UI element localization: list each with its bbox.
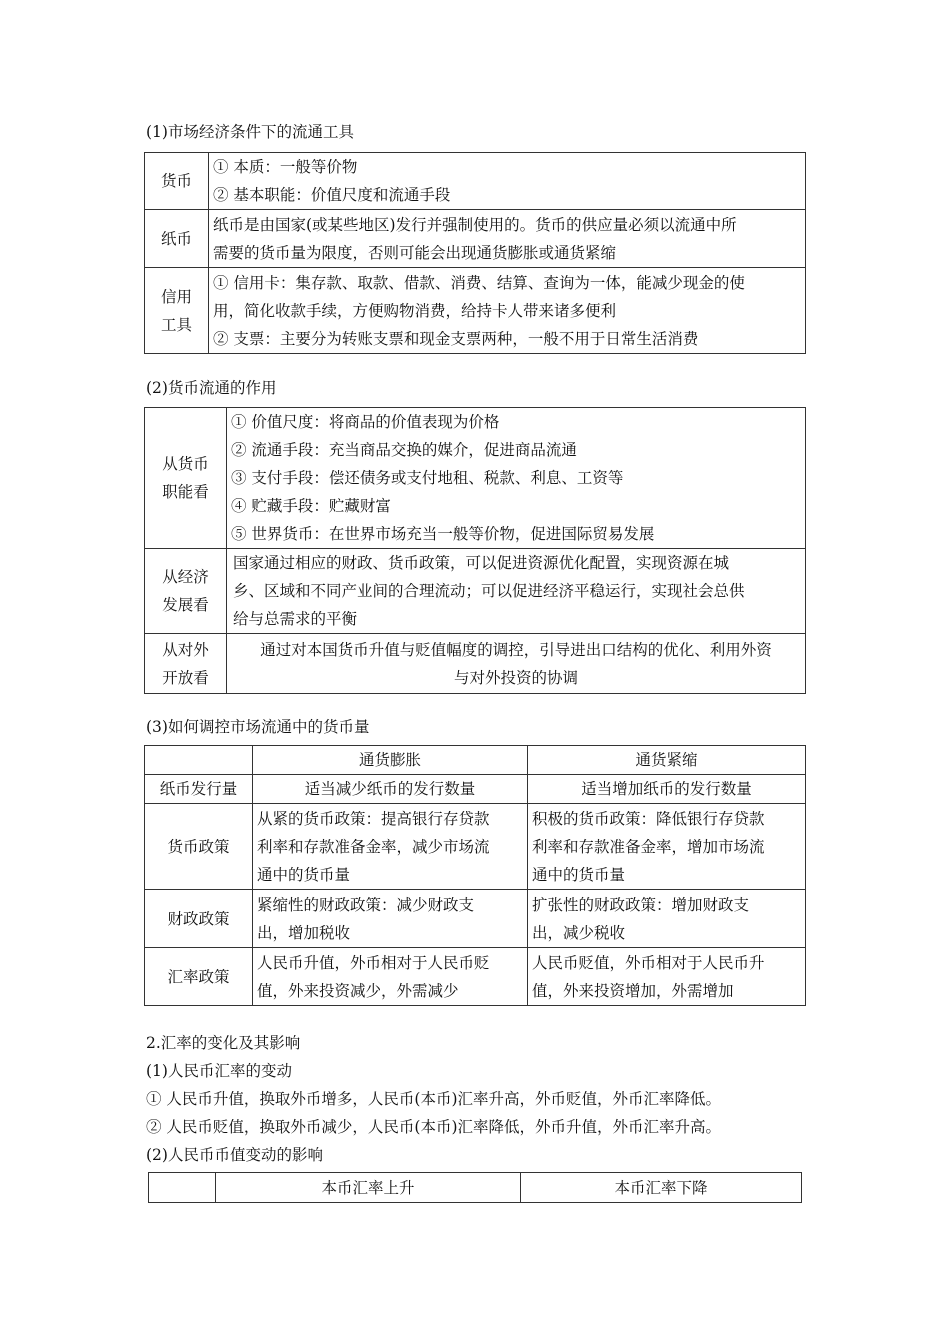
row-header: 从对外 开放看 [145, 634, 227, 694]
column-header-inflation: 通货膨胀 [253, 746, 528, 775]
table-row [145, 210, 806, 268]
row-content: ① 本质：一般等价物 ② 基本职能：价值尺度和流通手段 [209, 153, 806, 210]
subheading-rmb-exchange-change: (1)人民币汇率的变动 [146, 1062, 292, 1080]
inflation-cell: 人民币升值，外币相对于人民币贬 值，外来投资减少，外需减少 [253, 948, 528, 1006]
row-content: 纸币是由国家(或某些地区)发行并强制使用的。货币的供应量必须以流通中所 需要的货币量为限度，否则可能会出现通货膨胀或通货紧缩 [209, 210, 806, 268]
deflation-cell: 扩张性的财政政策：增加财政支 出，减少税收 [528, 890, 806, 948]
section-4-heading: 2.汇率的变化及其影响 [146, 1034, 301, 1052]
deflation-cell: 积极的货币政策：降低银行存贷款 利率和存款准备金率，增加市场流 通中的货币量 [528, 804, 806, 890]
table-row [145, 775, 806, 804]
deflation-cell: 适当增加纸币的发行数量 [528, 775, 806, 804]
deflation-cell: 人民币贬值，外币相对于人民币升 值，外来投资增加，外需增加 [528, 948, 806, 1006]
money-control-table [144, 745, 806, 1006]
exchange-impact-table [148, 1172, 802, 1203]
table-header-row [145, 746, 806, 775]
table-row [145, 948, 806, 1006]
row-content: ① 价值尺度：将商品的价值表现为价格 ② 流通手段：充当商品交换的媒介，促进商品流通 ③ 支付手段：偿还债务或支付地租、税款、利息、工资等 ④ 贮藏手段：贮藏财富 ⑤ 世界货币：在世界市场充当一般等价物，促进国际贸易发展 [227, 408, 806, 549]
inflation-cell: 紧缩性的财政政策：减少财政支 出，增加税收 [253, 890, 528, 948]
row-header: 财政政策 [145, 890, 253, 948]
column-header-fall: 本币汇率下降 [521, 1173, 802, 1203]
circulation-role-table [144, 407, 806, 694]
row-header: 从货币 职能看 [145, 408, 227, 549]
table-row [145, 890, 806, 948]
section-3-heading: (3)如何调控市场流通中的货币量 [146, 718, 370, 736]
row-content: 国家通过相应的财政、货币政策，可以促进资源优化配置，实现资源在城 乡、区域和不同产业间的合理流动；可以促进经济平稳运行，实现社会总供 给与总需求的平衡 [227, 549, 806, 634]
row-header: 信用 工具 [145, 268, 209, 354]
row-content: 通过对本国货币升值与贬值幅度的调控，引导进出口结构的优化、利用外资 与对外投资的协调 [227, 634, 806, 694]
inflation-cell: 从紧的货币政策：提高银行存贷款 利率和存款准备金率，减少市场流 通中的货币量 [253, 804, 528, 890]
row-content: ① 信用卡：集存款、取款、借款、消费、结算、查询为一体，能减少现金的使 用，简化收款手续，方便购物消费，给持卡人带来诸多便利 ② 支票：主要分为转账支票和现金支票两种，一般不用于日常生活消费 [209, 268, 806, 354]
table-row [145, 153, 806, 210]
column-header-deflation: 通货紧缩 [528, 746, 806, 775]
subheading-rmb-value-impact: (2)人民币币值变动的影响 [146, 1146, 323, 1164]
section-1-heading: (1)市场经济条件下的流通工具 [146, 123, 354, 141]
inflation-cell: 适当减少纸币的发行数量 [253, 775, 528, 804]
table-header-row [149, 1173, 802, 1203]
table-row [145, 268, 806, 354]
table-row [145, 408, 806, 549]
row-header: 纸币发行量 [145, 775, 253, 804]
circulation-tools-table [144, 152, 806, 354]
column-header-rise: 本币汇率上升 [216, 1173, 521, 1203]
row-header: 从经济 发展看 [145, 549, 227, 634]
corner-cell [149, 1173, 216, 1203]
row-header: 汇率政策 [145, 948, 253, 1006]
paragraph-rmb-depreciation: ② 人民币贬值，换取外币减少，人民币(本币)汇率降低，外币升值，外币汇率升高。 [146, 1118, 722, 1136]
row-header: 货币 [145, 153, 209, 210]
table-row [145, 549, 806, 634]
row-header: 货币政策 [145, 804, 253, 890]
row-header: 纸币 [145, 210, 209, 268]
section-2-heading: (2)货币流通的作用 [146, 379, 277, 397]
table-row [145, 804, 806, 890]
table-row [145, 634, 806, 694]
corner-cell [145, 746, 253, 775]
paragraph-rmb-appreciation: ① 人民币升值，换取外币增多，人民币(本币)汇率升高，外币贬值，外币汇率降低。 [146, 1090, 722, 1108]
